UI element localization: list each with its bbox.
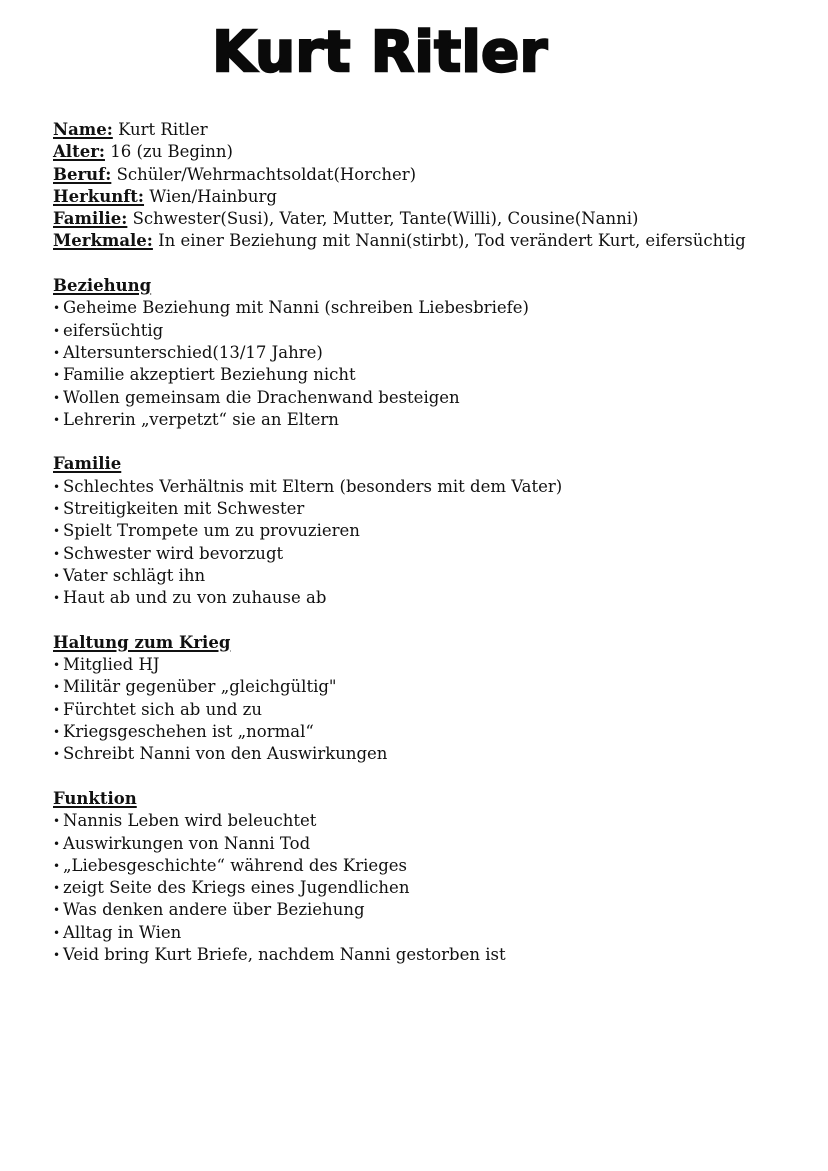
profile-age xyxy=(53,141,813,163)
list-item-text: Nannis Leben wird beleuchtet xyxy=(63,811,317,831)
section-heading: Funktion xyxy=(53,788,137,808)
list-item xyxy=(53,944,813,966)
list-item xyxy=(53,721,813,743)
list-item-text: Streitigkeiten mit Schwester xyxy=(63,499,305,519)
bullet-list xyxy=(53,810,813,966)
bullet-icon: • xyxy=(53,702,61,717)
bullet-icon: • xyxy=(53,301,61,316)
list-item xyxy=(53,409,813,431)
bullet-icon: • xyxy=(53,546,61,561)
list-item xyxy=(53,543,813,565)
profile-job xyxy=(53,164,813,186)
list-item xyxy=(53,498,813,520)
list-item xyxy=(53,855,813,877)
list-item-text: Schlechtes Verhältnis mit Eltern (besonders mit dem Vater) xyxy=(63,476,563,496)
profile-value: In einer Beziehung mit Nanni(stirbt), Tod verändert Kurt, eifersüchtig xyxy=(152,231,746,251)
bullet-list xyxy=(53,297,813,431)
bullet-icon: • xyxy=(53,502,61,517)
bullet-icon: • xyxy=(53,390,61,405)
bullet-icon: • xyxy=(53,725,61,740)
profile-key: Herkunft: xyxy=(53,186,145,206)
list-item xyxy=(53,297,813,319)
list-item-text: Militär gegenüber „gleichgültig" xyxy=(63,677,337,697)
list-item xyxy=(53,364,813,386)
profile-key: Alter: xyxy=(53,142,105,162)
bullet-icon: • xyxy=(53,368,61,383)
document-body xyxy=(53,119,813,966)
list-item xyxy=(53,743,813,765)
list-item-text: Auswirkungen von Nanni Tod xyxy=(63,833,311,853)
list-item xyxy=(53,877,813,899)
page-title: Kurt Ritler xyxy=(212,20,548,85)
list-item-text: Alltag in Wien xyxy=(63,922,182,942)
list-item xyxy=(53,320,813,342)
list-item xyxy=(53,387,813,409)
list-item-text: Vater schlägt ihn xyxy=(63,565,206,585)
bullet-icon: • xyxy=(53,591,61,606)
bullet-icon: • xyxy=(53,881,61,896)
bullet-icon: • xyxy=(53,524,61,539)
profile-value: Kurt Ritler xyxy=(112,120,208,139)
list-item-text: Lehrerin „verpetzt“ sie an Eltern xyxy=(63,409,339,429)
profile-key: Familie: xyxy=(53,209,128,229)
bullet-icon: • xyxy=(53,814,61,829)
list-item-text: „Liebesgeschichte“ während des Krieges xyxy=(63,855,407,875)
list-item-text: zeigt Seite des Kriegs eines Jugendlichen xyxy=(63,878,410,898)
list-item xyxy=(53,899,813,921)
list-item-text: Fürchtet sich ab und zu xyxy=(63,699,262,719)
list-item xyxy=(53,699,813,721)
list-item xyxy=(53,654,813,676)
list-item xyxy=(53,342,813,364)
profile-value: Wien/Hainburg xyxy=(144,186,277,206)
list-item-text: Spielt Trompete um zu provuzieren xyxy=(63,521,360,541)
bullet-icon: • xyxy=(53,680,61,695)
profile-family xyxy=(53,208,813,230)
list-item-text: Haut ab und zu von zuhause ab xyxy=(63,588,327,608)
list-item xyxy=(53,922,813,944)
list-item-text: Schreibt Nanni von den Auswirkungen xyxy=(63,744,388,764)
bullet-icon: • xyxy=(53,412,61,427)
list-item-text: eifersüchtig xyxy=(63,320,164,340)
section-familie xyxy=(53,453,813,609)
list-item-text: Was denken andere über Beziehung xyxy=(63,900,365,920)
profile-key: Name: xyxy=(53,120,113,139)
list-item xyxy=(53,520,813,542)
bullet-icon: • xyxy=(53,658,61,673)
list-item-text: Veid bring Kurt Briefe, nachdem Nanni gestorben ist xyxy=(63,944,506,964)
profile-value: 16 (zu Beginn) xyxy=(104,142,233,162)
bullet-icon: • xyxy=(53,479,61,494)
bullet-icon: • xyxy=(53,858,61,873)
bullet-icon: • xyxy=(53,903,61,918)
profile-block xyxy=(53,119,813,253)
profile-key: Beruf: xyxy=(53,164,112,184)
profile-value: Schüler/Wehrmachtsoldat(Horcher) xyxy=(111,164,417,184)
section-heading: Beziehung xyxy=(53,276,152,296)
list-item-text: Geheime Beziehung mit Nanni (schreiben Liebesbriefe) xyxy=(63,298,529,318)
list-item xyxy=(53,476,813,498)
list-item xyxy=(53,676,813,698)
bullet-icon: • xyxy=(53,345,61,360)
bullet-icon: • xyxy=(53,323,61,338)
list-item xyxy=(53,565,813,587)
bullet-icon: • xyxy=(53,568,61,583)
list-item-text: Kriegsgeschehen ist „normal“ xyxy=(63,722,314,742)
list-item-text: Mitglied HJ xyxy=(63,655,160,675)
list-item-text: Wollen gemeinsam die Drachenwand besteigen xyxy=(63,387,460,407)
section-beziehung xyxy=(53,275,813,431)
bullet-list xyxy=(53,654,813,765)
list-item xyxy=(53,833,813,855)
bullet-icon: • xyxy=(53,947,61,962)
profile-key: Merkmale: xyxy=(53,231,153,251)
list-item-text: Schwester wird bevorzugt xyxy=(63,543,284,563)
section-heading: Haltung zum Krieg xyxy=(53,632,231,652)
list-item xyxy=(53,587,813,609)
profile-name xyxy=(53,119,813,141)
list-item xyxy=(53,810,813,832)
bullet-list xyxy=(53,476,813,610)
section-heading: Familie xyxy=(53,454,122,474)
bullet-icon: • xyxy=(53,747,61,762)
list-item-text: Altersunterschied(13/17 Jahre) xyxy=(63,342,323,362)
list-item-text: Familie akzeptiert Beziehung nicht xyxy=(63,365,356,385)
bullet-icon: • xyxy=(53,925,61,940)
section-haltung-zum-krieg xyxy=(53,632,813,766)
bullet-icon: • xyxy=(53,836,61,851)
section-funktion xyxy=(53,788,813,966)
profile-origin xyxy=(53,186,813,208)
profile-value: Schwester(Susi), Vater, Mutter, Tante(Willi), Cousine(Nanni) xyxy=(127,209,639,229)
profile-traits xyxy=(53,230,813,252)
